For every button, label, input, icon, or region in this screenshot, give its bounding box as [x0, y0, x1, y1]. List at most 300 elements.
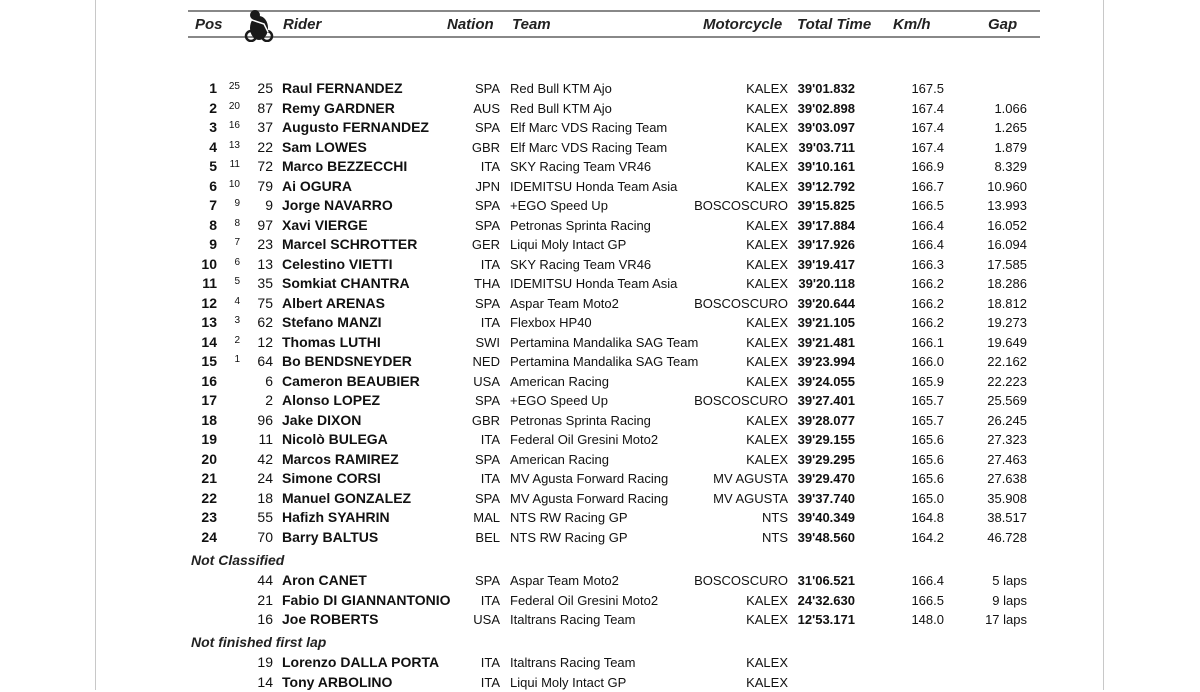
gap: 22.223 [987, 374, 1027, 389]
table-row [0, 610, 1200, 630]
rider-number: 16 [257, 612, 273, 627]
motorcycle: KALEX [746, 593, 788, 608]
total-time: 39'21.105 [798, 315, 855, 330]
position: 18 [201, 413, 217, 428]
points: 8 [234, 216, 240, 231]
points: 16 [229, 118, 240, 133]
position: 17 [201, 393, 217, 408]
nation: GBR [472, 413, 500, 428]
nation: GER [472, 237, 500, 252]
team: Flexbox HP40 [510, 315, 592, 330]
rider-number: 75 [257, 296, 273, 311]
rider-name: Nicolò BULEGA [282, 432, 388, 447]
position: 9 [209, 237, 217, 252]
rider-number: 35 [257, 276, 273, 291]
position: 2 [209, 101, 217, 116]
table-row [0, 313, 1200, 333]
rider-number: 70 [257, 530, 273, 545]
total-time: 31'06.521 [798, 573, 855, 588]
total-time: 39'23.994 [798, 354, 855, 369]
rider-name: Marcos RAMIREZ [282, 452, 399, 467]
gap: 8.329 [994, 159, 1027, 174]
team: Pertamina Mandalika SAG Team [510, 354, 698, 369]
rider-number: 21 [257, 593, 273, 608]
team: +EGO Speed Up [510, 393, 608, 408]
nation: NED [473, 354, 500, 369]
motorcycle: BOSCOSCURO [694, 198, 788, 213]
table-row [0, 391, 1200, 411]
nation: ITA [481, 655, 500, 670]
speed-kmh: 166.1 [911, 335, 944, 350]
total-time: 39'37.740 [798, 491, 855, 506]
nation: SPA [475, 218, 500, 233]
rider-number: 6 [265, 374, 273, 389]
speed-kmh: 166.5 [911, 593, 944, 608]
nation: USA [473, 374, 500, 389]
rider-name: Augusto FERNANDEZ [282, 120, 429, 135]
gap: 27.463 [987, 452, 1027, 467]
nation: USA [473, 612, 500, 627]
team: Federal Oil Gresini Moto2 [510, 593, 658, 608]
motorcycle: NTS [762, 530, 788, 545]
rider-number: 37 [257, 120, 273, 135]
table-row [0, 294, 1200, 314]
rider-name: Marco BEZZECCHI [282, 159, 407, 174]
motorcycle: KALEX [746, 432, 788, 447]
nation: SPA [475, 81, 500, 96]
table-row [0, 489, 1200, 509]
nation: ITA [481, 471, 500, 486]
team: SKY Racing Team VR46 [510, 159, 651, 174]
gap: 10.960 [987, 179, 1027, 194]
speed-kmh: 166.4 [911, 573, 944, 588]
speed-kmh: 164.8 [911, 510, 944, 525]
nation: JPN [475, 179, 500, 194]
rider-number: 25 [257, 81, 273, 96]
table-row [0, 571, 1200, 591]
gap: 25.569 [987, 393, 1027, 408]
position: 10 [201, 257, 217, 272]
total-time: 24'32.630 [798, 593, 855, 608]
speed-kmh: 167.5 [911, 81, 944, 96]
table-row [0, 274, 1200, 294]
total-time: 39'29.155 [798, 432, 855, 447]
speed-kmh: 166.4 [911, 218, 944, 233]
points: 25 [229, 79, 240, 94]
rider-number: 2 [265, 393, 273, 408]
team: Red Bull KTM Ajo [510, 81, 612, 96]
table-row [0, 99, 1200, 119]
team: NTS RW Racing GP [510, 530, 628, 545]
rider-name: Cameron BEAUBIER [282, 374, 420, 389]
position: 4 [209, 140, 217, 155]
rider-number: 72 [257, 159, 273, 174]
header-motorcycle: Motorcycle [703, 16, 782, 34]
table-row [0, 430, 1200, 450]
gap: 22.162 [987, 354, 1027, 369]
team: IDEMITSU Honda Team Asia [510, 179, 677, 194]
speed-kmh: 165.0 [911, 491, 944, 506]
gap: 19.273 [987, 315, 1027, 330]
points: 7 [234, 235, 240, 250]
position: 1 [209, 81, 217, 96]
position: 11 [202, 276, 217, 291]
motorcycle-rider-icon [242, 8, 276, 42]
speed-kmh: 148.0 [911, 612, 944, 627]
nation: MAL [473, 510, 500, 525]
position: 5 [209, 159, 217, 174]
total-time: 39'03.097 [798, 120, 855, 135]
total-time: 12'53.171 [798, 612, 855, 627]
table-row [0, 653, 1200, 673]
nation: ITA [481, 315, 500, 330]
speed-kmh: 166.2 [911, 276, 944, 291]
motorcycle: KALEX [746, 675, 788, 690]
table-row [0, 177, 1200, 197]
points: 13 [229, 138, 240, 153]
table-row [0, 469, 1200, 489]
team: Italtrans Racing Team [510, 655, 636, 670]
speed-kmh: 165.6 [911, 452, 944, 467]
nation: ITA [481, 159, 500, 174]
speed-kmh: 164.2 [911, 530, 944, 545]
rider-name: Bo BENDSNEYDER [282, 354, 412, 369]
motorcycle: KALEX [746, 354, 788, 369]
team: Pertamina Mandalika SAG Team [510, 335, 698, 350]
team: +EGO Speed Up [510, 198, 608, 213]
rider-number: 55 [257, 510, 273, 525]
total-time: 39'02.898 [798, 101, 855, 116]
points: 5 [234, 274, 240, 289]
gap: 1.265 [994, 120, 1027, 135]
position: 20 [201, 452, 217, 467]
motorcycle: NTS [762, 510, 788, 525]
rider-number: 79 [257, 179, 273, 194]
rider-name: Stefano MANZI [282, 315, 382, 330]
gap: 1.879 [994, 140, 1027, 155]
position: 7 [209, 198, 217, 213]
position: 22 [201, 491, 217, 506]
nation: SPA [475, 296, 500, 311]
speed-kmh: 165.9 [911, 374, 944, 389]
table-row [0, 196, 1200, 216]
points: 10 [229, 177, 240, 192]
speed-kmh: 165.6 [911, 471, 944, 486]
position: 3 [209, 120, 217, 135]
team: Liqui Moly Intact GP [510, 675, 626, 690]
rider-number: 18 [257, 491, 273, 506]
header-kmh: Km/h [893, 16, 931, 34]
motorcycle: KALEX [746, 335, 788, 350]
nation: THA [474, 276, 500, 291]
position: 16 [201, 374, 217, 389]
nation: SPA [475, 393, 500, 408]
total-time: 39'29.295 [798, 452, 855, 467]
team: SKY Racing Team VR46 [510, 257, 651, 272]
motorcycle: KALEX [746, 101, 788, 116]
rider-name: Somkiat CHANTRA [282, 276, 410, 291]
table-row [0, 79, 1200, 99]
position: 24 [201, 530, 217, 545]
gap: 18.812 [987, 296, 1027, 311]
rider-name: Thomas LUTHI [282, 335, 381, 350]
gap: 26.245 [987, 413, 1027, 428]
motorcycle: MV AGUSTA [713, 471, 788, 486]
motorcycle: KALEX [746, 81, 788, 96]
section-not-finished-first-lap: Not finished first lap [191, 634, 326, 650]
speed-kmh: 166.2 [911, 296, 944, 311]
rider-name: Jorge NAVARRO [282, 198, 393, 213]
speed-kmh: 166.4 [911, 237, 944, 252]
header-gap: Gap [988, 16, 1017, 34]
total-time: 39'17.926 [798, 237, 855, 252]
table-row [0, 352, 1200, 372]
rider-number: 42 [257, 452, 273, 467]
gap: 16.052 [987, 218, 1027, 233]
total-time: 39'10.161 [798, 159, 855, 174]
table-row [0, 372, 1200, 392]
rider-name: Xavi VIERGE [282, 218, 368, 233]
team: Federal Oil Gresini Moto2 [510, 432, 658, 447]
table-row [0, 138, 1200, 158]
team: American Racing [510, 452, 609, 467]
nation: ITA [481, 675, 500, 690]
team: Petronas Sprinta Racing [510, 218, 651, 233]
position: 12 [201, 296, 217, 311]
gap: 18.286 [987, 276, 1027, 291]
team: Red Bull KTM Ajo [510, 101, 612, 116]
speed-kmh: 166.2 [911, 315, 944, 330]
points: 11 [230, 157, 240, 172]
nation: ITA [481, 257, 500, 272]
rider-number: 14 [257, 675, 273, 690]
motorcycle: BOSCOSCURO [694, 393, 788, 408]
motorcycle: KALEX [746, 140, 788, 155]
rider-number: 12 [257, 335, 273, 350]
position: 21 [201, 471, 217, 486]
rider-name: Hafizh SYAHRIN [282, 510, 390, 525]
gap: 16.094 [987, 237, 1027, 252]
nation: SPA [475, 120, 500, 135]
header-rule-bottom [188, 36, 1040, 38]
speed-kmh: 167.4 [911, 101, 944, 116]
gap: 27.638 [987, 471, 1027, 486]
motorcycle: KALEX [746, 237, 788, 252]
rider-number: 9 [265, 198, 273, 213]
team: Elf Marc VDS Racing Team [510, 140, 667, 155]
motorcycle: KALEX [746, 655, 788, 670]
rider-number: 64 [257, 354, 273, 369]
motorcycle: KALEX [746, 374, 788, 389]
team: MV Agusta Forward Racing [510, 491, 668, 506]
total-time: 39'19.417 [798, 257, 855, 272]
total-time: 39'21.481 [798, 335, 855, 350]
table-row [0, 673, 1200, 692]
rider-name: Alonso LOPEZ [282, 393, 380, 408]
total-time: 39'12.792 [798, 179, 855, 194]
points: 20 [229, 99, 240, 114]
header-rider: Rider [283, 16, 321, 34]
points: 9 [234, 196, 240, 211]
rider-number: 97 [257, 218, 273, 233]
rider-number: 24 [257, 471, 273, 486]
position: 13 [201, 315, 217, 330]
speed-kmh: 166.9 [911, 159, 944, 174]
team: Aspar Team Moto2 [510, 296, 619, 311]
speed-kmh: 166.3 [911, 257, 944, 272]
total-time: 39'03.711 [798, 140, 855, 155]
position: 23 [201, 510, 217, 525]
rider-number: 19 [257, 655, 273, 670]
total-time: 39'48.560 [798, 530, 855, 545]
motorcycle: KALEX [746, 612, 788, 627]
nation: SWI [475, 335, 500, 350]
total-time: 39'29.470 [798, 471, 855, 486]
gap: 17 laps [985, 612, 1027, 627]
team: MV Agusta Forward Racing [510, 471, 668, 486]
gap: 35.908 [987, 491, 1027, 506]
motorcycle: MV AGUSTA [713, 491, 788, 506]
gap: 19.649 [987, 335, 1027, 350]
nation: ITA [481, 432, 500, 447]
rider-name: Joe ROBERTS [282, 612, 378, 627]
rider-name: Jake DIXON [282, 413, 361, 428]
points: 2 [234, 333, 240, 348]
points: 4 [234, 294, 240, 309]
gap: 38.517 [987, 510, 1027, 525]
rider-name: Lorenzo DALLA PORTA [282, 655, 439, 670]
motorcycle: KALEX [746, 159, 788, 174]
gap: 5 laps [992, 573, 1027, 588]
team: Italtrans Racing Team [510, 612, 636, 627]
table-row [0, 528, 1200, 548]
team: NTS RW Racing GP [510, 510, 628, 525]
nation: SPA [475, 452, 500, 467]
rider-number: 22 [257, 140, 273, 155]
table-row [0, 333, 1200, 353]
header-nation: Nation [447, 16, 494, 34]
table-row [0, 411, 1200, 431]
rider-number: 62 [257, 315, 273, 330]
speed-kmh: 165.7 [911, 413, 944, 428]
section-not-classified: Not Classified [191, 552, 284, 568]
points: 3 [234, 313, 240, 328]
header-pos: Pos [195, 16, 223, 34]
speed-kmh: 165.7 [911, 393, 944, 408]
nation: ITA [481, 593, 500, 608]
total-time: 39'40.349 [798, 510, 855, 525]
motorcycle: KALEX [746, 413, 788, 428]
motorcycle: KALEX [746, 120, 788, 135]
total-time: 39'01.832 [798, 81, 855, 96]
table-row [0, 255, 1200, 275]
total-time: 39'20.644 [798, 296, 855, 311]
table-row [0, 216, 1200, 236]
total-time: 39'20.118 [798, 276, 855, 291]
table-row [0, 157, 1200, 177]
rider-name: Raul FERNANDEZ [282, 81, 403, 96]
rider-name: Marcel SCHROTTER [282, 237, 417, 252]
nation: SPA [475, 573, 500, 588]
rider-name: Ai OGURA [282, 179, 352, 194]
header-rule-top [188, 10, 1040, 12]
rider-number: 13 [257, 257, 273, 272]
gap: 1.066 [994, 101, 1027, 116]
rider-name: Manuel GONZALEZ [282, 491, 411, 506]
rider-name: Tony ARBOLINO [282, 675, 392, 690]
total-time: 39'17.884 [798, 218, 855, 233]
nation: SPA [475, 491, 500, 506]
rider-number: 11 [258, 432, 273, 447]
position: 15 [201, 354, 217, 369]
team: IDEMITSU Honda Team Asia [510, 276, 677, 291]
team: Elf Marc VDS Racing Team [510, 120, 667, 135]
team: Petronas Sprinta Racing [510, 413, 651, 428]
speed-kmh: 165.6 [911, 432, 944, 447]
nation: AUS [473, 101, 500, 116]
speed-kmh: 166.0 [911, 354, 944, 369]
position: 6 [209, 179, 217, 194]
total-time: 39'15.825 [798, 198, 855, 213]
motorcycle: BOSCOSCURO [694, 573, 788, 588]
speed-kmh: 166.7 [911, 179, 944, 194]
nation: GBR [472, 140, 500, 155]
nation: SPA [475, 198, 500, 213]
rider-name: Albert ARENAS [282, 296, 385, 311]
speed-kmh: 166.5 [911, 198, 944, 213]
points: 6 [234, 255, 240, 270]
rider-name: Remy GARDNER [282, 101, 395, 116]
gap: 46.728 [987, 530, 1027, 545]
table-row [0, 450, 1200, 470]
position: 14 [201, 335, 217, 350]
rider-name: Celestino VIETTI [282, 257, 392, 272]
gap: 9 laps [992, 593, 1027, 608]
rider-name: Sam LOWES [282, 140, 367, 155]
total-time: 39'24.055 [798, 374, 855, 389]
motorcycle: KALEX [746, 218, 788, 233]
speed-kmh: 167.4 [911, 120, 944, 135]
gap: 27.323 [987, 432, 1027, 447]
motorcycle: KALEX [746, 179, 788, 194]
motorcycle: KALEX [746, 452, 788, 467]
motorcycle: KALEX [746, 315, 788, 330]
rider-number: 23 [257, 237, 273, 252]
nation: BEL [475, 530, 500, 545]
speed-kmh: 167.4 [911, 140, 944, 155]
rider-name: Barry BALTUS [282, 530, 378, 545]
rider-name: Simone CORSI [282, 471, 381, 486]
team: Liqui Moly Intact GP [510, 237, 626, 252]
position: 19 [201, 432, 217, 447]
total-time: 39'27.401 [798, 393, 855, 408]
gap: 17.585 [987, 257, 1027, 272]
table-row [0, 118, 1200, 138]
motorcycle: KALEX [746, 257, 788, 272]
rider-number: 87 [257, 101, 273, 116]
table-row [0, 235, 1200, 255]
motorcycle: BOSCOSCURO [694, 296, 788, 311]
position: 8 [209, 218, 217, 233]
table-row [0, 591, 1200, 611]
team: Aspar Team Moto2 [510, 573, 619, 588]
gap: 13.993 [987, 198, 1027, 213]
motorcycle: KALEX [746, 276, 788, 291]
header-team: Team [512, 16, 551, 34]
header-total-time: Total Time [797, 16, 871, 34]
rider-number: 96 [257, 413, 273, 428]
team: American Racing [510, 374, 609, 389]
